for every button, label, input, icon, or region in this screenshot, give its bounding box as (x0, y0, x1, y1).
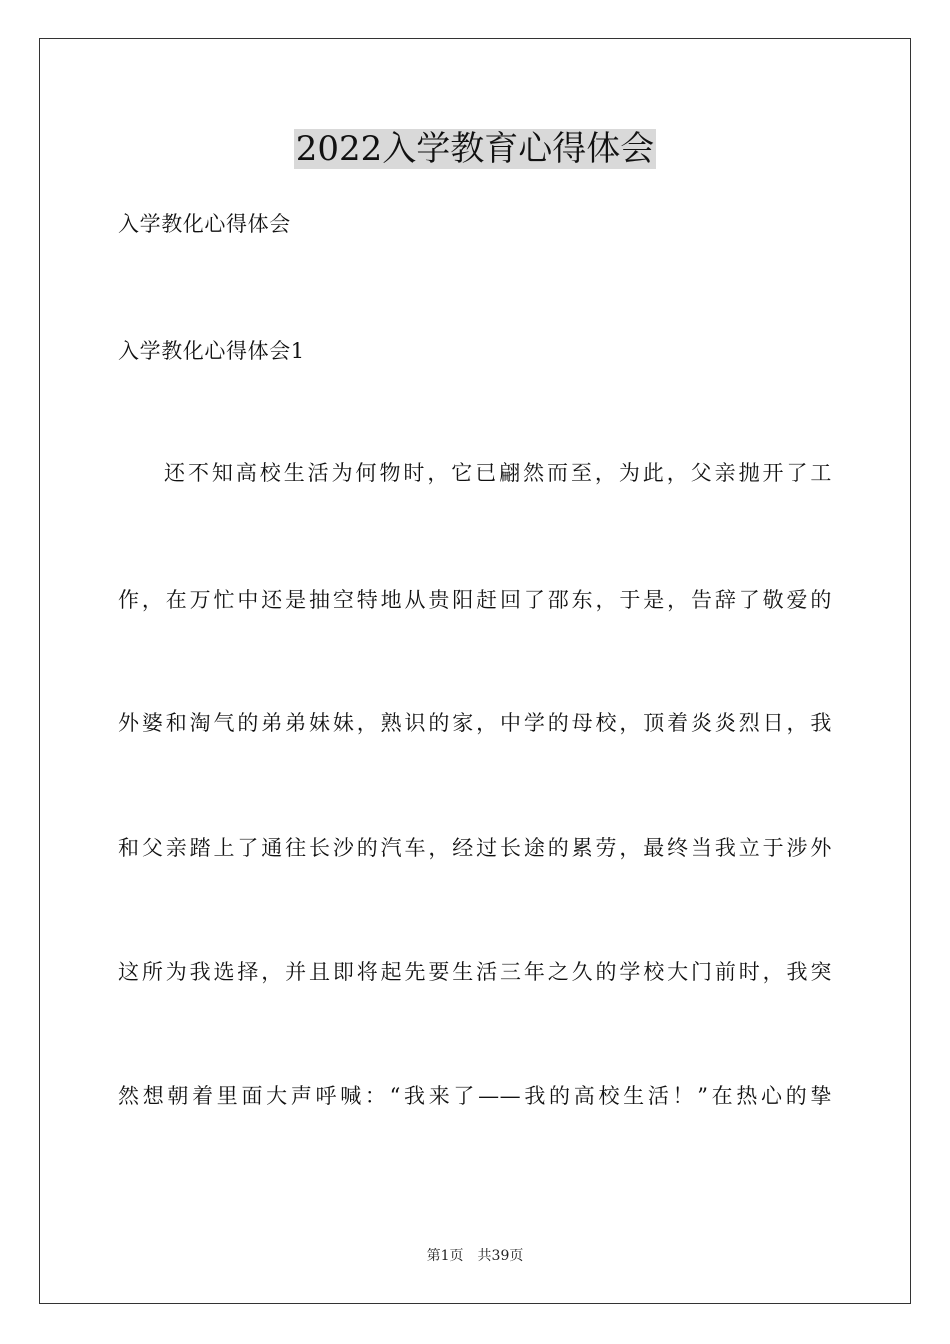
paragraph-line: 和父亲踏上了通往长沙的汽车，经过长途的累劳，最终当我立于涉外 (118, 836, 832, 860)
page-number: 第1页 (426, 1248, 464, 1264)
page-footer (0, 1246, 950, 1266)
paragraph-line: 作，在万忙中还是抽空特地从贵阳赶回了邵东，于是，告辞了敬爱的 (118, 588, 832, 612)
document-title-text: 2022入学教育心得体会 (295, 129, 655, 169)
paragraph-line: 外婆和淘气的弟弟妹妹，熟识的家，中学的母校，顶着炎炎烈日，我 (118, 711, 832, 735)
section-heading: 入学教化心得体会1 (118, 339, 305, 363)
paragraph-line: 这所为我选择，并且即将起先要生活三年之久的学校大门前时，我突 (118, 960, 832, 984)
paragraph-line: 然想朝着里面大声呼喊：“我来了——我的高校生活！”在热心的挚 (118, 1084, 832, 1108)
paragraph-line: 还不知高校生活为何物时，它已翩然而至，为此，父亲抛开了工 (164, 461, 832, 485)
document-title (0, 127, 950, 171)
document-subtitle: 入学教化心得体会 (118, 212, 291, 236)
page-total: 共39页 (477, 1248, 524, 1264)
